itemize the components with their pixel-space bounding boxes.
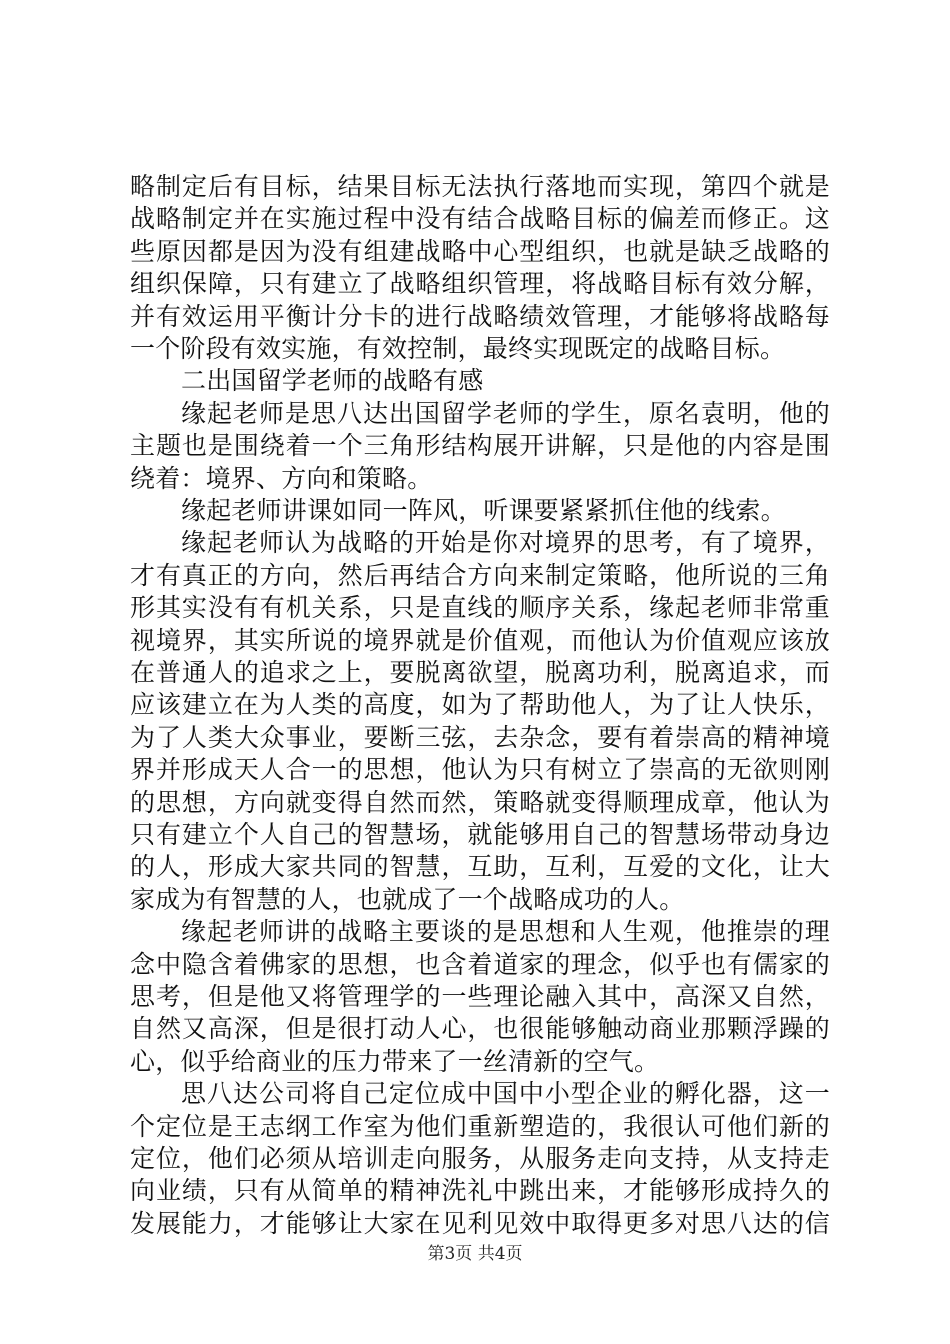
text-line: 缘起老师讲的战略主要谈的是思想和人生观，他推崇的理	[181, 917, 830, 947]
text-line: 绕着：境界、方向和策略。	[130, 463, 433, 493]
page-footer: 第3页 共4页	[427, 1244, 523, 1264]
text-line: 些原因都是因为没有组建战略中心型组织，也就是缺乏战略的	[130, 236, 830, 266]
text-line: 自然又高深，但是很打动人心，也很能够触动商业那颗浮躁的	[130, 1014, 830, 1044]
text-line: 缘起老师是思八达出国留学老师的学生，原名袁明，他的	[181, 398, 830, 428]
text-line: 向业绩，只有从简单的精神洗礼中跳出来，才能够形成持久的	[130, 1176, 830, 1206]
text-line: 缘起老师讲课如同一阵风，听课要紧紧抓住他的线索。	[181, 496, 786, 525]
text-line: 略制定后有目标，结果目标无法执行落地而实现，第四个就是	[130, 172, 830, 201]
text-line: 在普通人的追求之上，要脱离欲望，脱离功利，脱离追求，而	[130, 658, 830, 687]
text-line: 个定位是王志纲工作室为他们重新塑造的，我很认可他们新的	[130, 1111, 830, 1141]
text-line: 为了人类大众事业，要断三弦，去杂念，要有着崇高的精神境	[130, 722, 830, 752]
text-line: 应该建立在为人类的高度，如为了帮助他人，为了让人快乐，	[130, 690, 830, 720]
text-line: 视境界，其实所说的境界就是价值观，而他认为价值观应该放	[130, 625, 830, 655]
text-line: 发展能力，才能够让大家在见利见效中取得更多对思八达的信	[130, 1208, 830, 1238]
text-line: 的人，形成大家共同的智慧，互助，互利，互爱的文化，让大	[130, 852, 830, 882]
text-line: 组织保障，只有建立了战略组织管理，将战略目标有效分解，	[130, 269, 830, 299]
text-line: 主题也是围绕着一个三角形结构展开讲解，只是他的内容是围	[130, 431, 830, 461]
text-line: 才有真正的方向，然后再结合方向来制定策略，他所说的三角	[130, 560, 830, 590]
text-line: 思八达公司将自己定位成中国中小型企业的孵化器，这一	[181, 1079, 830, 1109]
text-line: 形其实没有有机关系，只是直线的顺序关系，缘起老师非常重	[130, 593, 830, 623]
text-line: 并有效运用平衡计分卡的进行战略绩效管理，才能够将战略每	[130, 301, 830, 331]
text-line: 心，似乎给商业的压力带来了一丝清新的空气。	[130, 1046, 660, 1076]
text-line: 缘起老师认为战略的开始是你对境界的思考，有了境界，	[181, 528, 830, 558]
text-line: 二出国留学老师的战略有感	[181, 366, 484, 396]
text-line: 家成为有智慧的人，也就成了一个战略成功的人。	[130, 884, 685, 914]
text-line: 思考，但是他又将管理学的一些理论融入其中，高深又自然，	[130, 982, 830, 1011]
text-line: 界并形成天人合一的思想，他认为只有树立了崇高的无欲则刚	[130, 755, 830, 785]
text-line: 的思想，方向就变得自然而然，策略就变得顺理成章，他认为	[130, 787, 830, 817]
text-line: 定位，他们必须从培训走向服务，从服务走向支持，从支持走	[130, 1144, 830, 1173]
text-line: 一个阶段有效实施，有效控制，最终实现既定的战略目标。	[130, 334, 786, 363]
text-line: 念中隐含着佛家的思想，也含着道家的理念，似乎也有儒家的	[130, 949, 830, 979]
text-line: 战略制定并在实施过程中没有结合战略目标的偏差而修正。这	[130, 204, 830, 234]
text-line: 只有建立个人自己的智慧场，就能够用自己的智慧场带动身边	[130, 820, 830, 849]
